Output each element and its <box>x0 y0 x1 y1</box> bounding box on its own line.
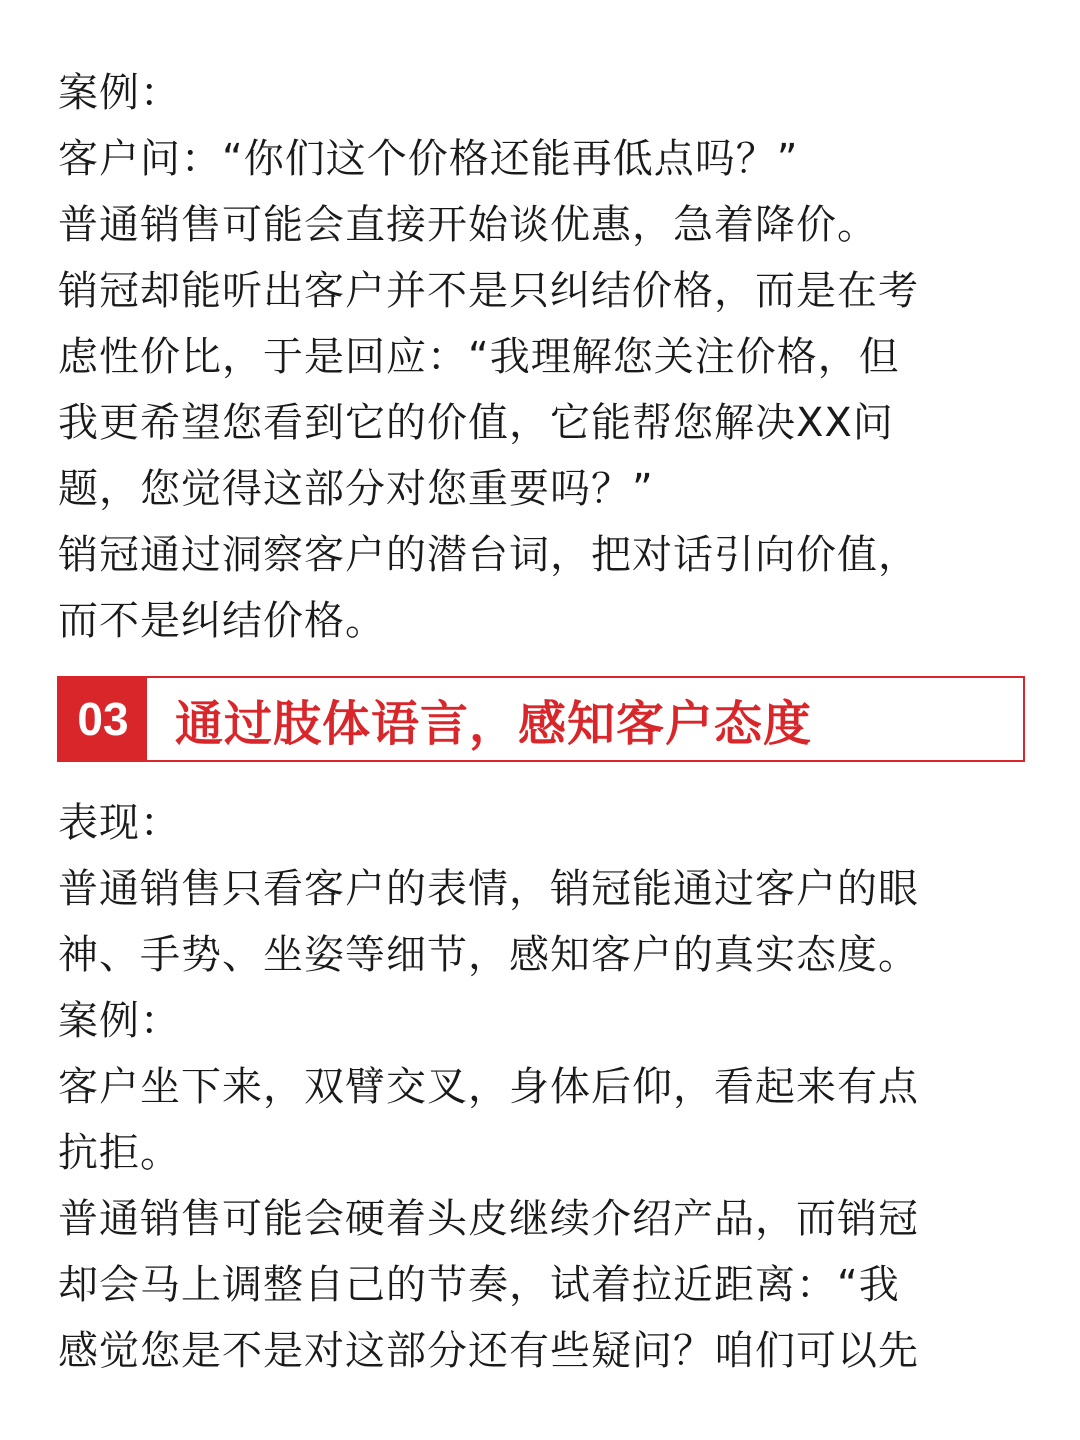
section-number-badge: 03 <box>59 678 147 760</box>
text-line: 感觉您是不是对这部分还有些疑问？咱们可以先 <box>58 1328 919 1374</box>
text-line: 客户坐下来，双臂交叉，身体后仰，看起来有点 <box>58 1064 919 1110</box>
text-line: 普通销售只看客户的表情，销冠能通过客户的眼 <box>58 866 919 912</box>
text-line: 我更希望您看到它的价值，它能帮您解决XX问 <box>58 400 894 446</box>
text-line: 神、手势、坐姿等细节，感知客户的真实态度。 <box>58 932 919 978</box>
text-line: 销冠通过洞察客户的潜台词，把对话引向价值， <box>58 532 919 578</box>
text-line: 普通销售可能会直接开始谈优惠，急着降价。 <box>58 202 878 248</box>
case-paragraph-block <box>58 60 1033 654</box>
section-header <box>57 676 1025 762</box>
text-line: 表现： <box>58 800 181 846</box>
body-language-paragraph-block <box>58 790 1033 1384</box>
text-line: 普通销售可能会硬着头皮继续介绍产品，而销冠 <box>58 1196 919 1242</box>
text-line: 虑性价比，于是回应：“我理解您关注价格，但 <box>58 334 900 380</box>
text-line: 案例： <box>58 998 181 1044</box>
text-line: 案例： <box>58 70 181 116</box>
text-line: 却会马上调整自己的节奏，试着拉近距离：“我 <box>58 1262 900 1308</box>
section-title: 通过肢体语言，感知客户态度 <box>175 695 813 752</box>
text-line: 而不是纠结价格。 <box>58 598 386 644</box>
text-line: 题，您觉得这部分对您重要吗？” <box>58 466 654 512</box>
text-line: 销冠却能听出客户并不是只纠结价格，而是在考 <box>58 268 919 314</box>
text-line: 抗拒。 <box>58 1130 181 1176</box>
text-line: 客户问：“你们这个价格还能再低点吗？” <box>58 136 799 182</box>
